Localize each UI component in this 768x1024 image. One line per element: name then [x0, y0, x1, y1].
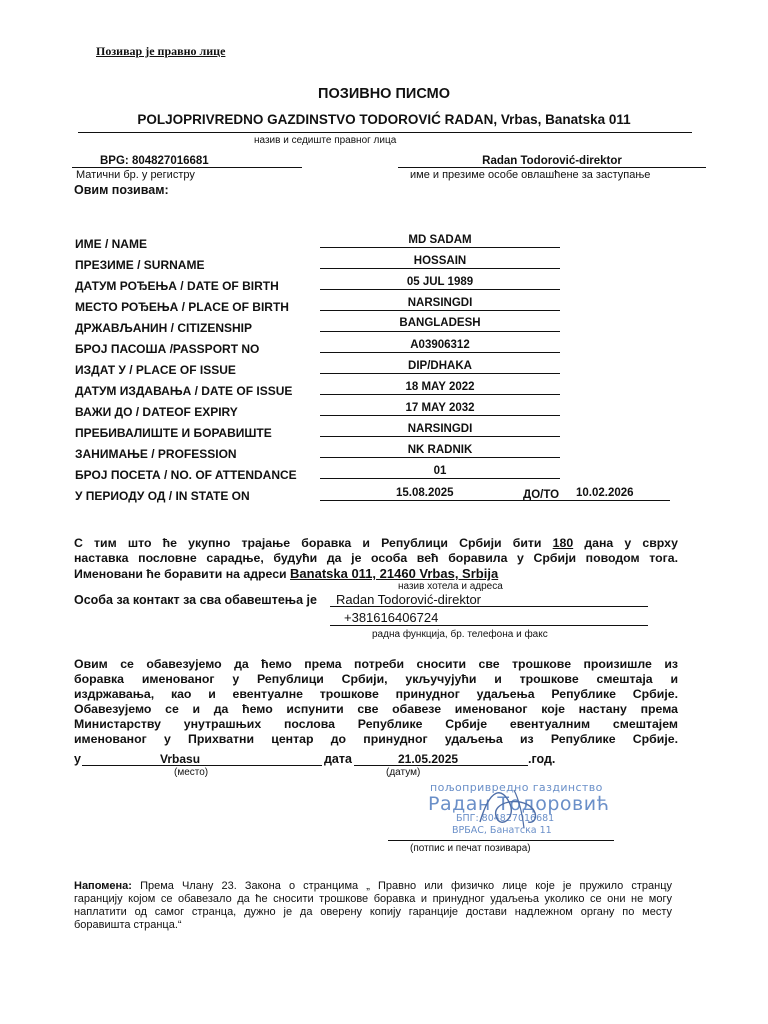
field-value: A03906312: [410, 339, 470, 351]
signing-date: 21.05.2025: [398, 752, 459, 766]
field-underline: [320, 352, 560, 353]
signature-scribble: [440, 778, 590, 836]
year-suffix: .год.: [528, 752, 556, 766]
period-underline: [320, 500, 670, 501]
field-underline: [320, 436, 560, 437]
field-value: 01: [433, 465, 447, 477]
signing-place: Vrbasu: [160, 752, 201, 766]
field-label: ПРЕБИВАЛИШТЕ И БОРАВИШТЕ: [75, 426, 272, 440]
period-label: У ПЕРИОДУ ОД / IN STATE ON: [75, 489, 250, 503]
field-value: NARSINGDI: [407, 423, 473, 435]
company-name: POLJOPRIVREDNO GAZDINSTVO TODOROVIĆ RADAN, Vrbas, Banatska 011: [137, 112, 631, 127]
contact-name-underline: [330, 606, 648, 607]
field-label: ВАЖИ ДО / DATEOF EXPIRY: [75, 405, 238, 419]
stamp-line-2: Радан Тодоровић: [428, 793, 610, 815]
field-underline: [320, 373, 560, 374]
date-prefix: дата: [324, 752, 352, 766]
obligation-line-2: боравка именованог у Републици Србији, укључујући и трошкове смештаја и: [74, 672, 678, 686]
field-underline: [320, 478, 560, 479]
contact-phone: +381616406724: [344, 610, 439, 625]
signature-underline: [388, 840, 614, 841]
place-prefix: у: [74, 752, 81, 766]
period-to-label: ДО/ТО: [523, 489, 560, 501]
stay-text-b: дана у сврху: [584, 536, 678, 550]
field-underline: [320, 394, 560, 395]
note-label: Напомена:: [74, 880, 132, 892]
field-underline: [320, 310, 560, 311]
obligation-line-1: Овим се обавезујемо да ћемо према потреби сносити све трошкове произишле из: [74, 657, 678, 671]
stay-line-1: [74, 536, 678, 550]
field-label: МЕСТО РОЂЕЊА / PLACE OF BIRTH: [75, 300, 289, 314]
representative-caption: име и презиме особе овлашћене за заступање: [410, 169, 651, 181]
field-label: ДРЖАВЉАНИН / CITIZENSHIP: [75, 321, 252, 335]
note-line-4: боравишта странца.“: [74, 919, 182, 931]
representative-value: Radan Todorović-direktor: [482, 155, 622, 167]
field-label: БРОЈ ПОСЕТА / NO. OF ATTENDANCE: [75, 468, 297, 482]
stay-days: 180: [552, 536, 574, 550]
place-caption: (место): [174, 767, 209, 778]
field-value: MD SADAM: [408, 234, 472, 246]
field-label: ДАТУМ ИЗДАВАЊА / DATE OF ISSUE: [75, 384, 293, 398]
obligation-line-5: Министарству унутрашњих послова Републике Србије евентуалним смештајем: [74, 717, 678, 731]
field-underline: [320, 268, 560, 269]
representative-underline: [398, 167, 706, 168]
address-caption: назив хотела и адреса: [398, 581, 503, 592]
document-title: ПОЗИВНО ПИСМО: [318, 86, 450, 102]
field-label: ИЗДАТ У / PLACE OF ISSUE: [75, 363, 236, 377]
field-value: HOSSAIN: [413, 255, 467, 267]
stay-address: Banatska 011, 21460 Vrbas, Srbija: [290, 566, 499, 581]
caller-type-heading: Позивар је правно лице: [96, 44, 226, 58]
note-line-1: [74, 880, 672, 893]
date-underline: [354, 765, 528, 766]
field-underline: [320, 247, 560, 248]
field-label: ДАТУМ РОЂЕЊА / DATE OF BIRTH: [75, 279, 279, 293]
field-underline: [320, 331, 560, 332]
stamp-line-4: ВРБАС, Банатска 11: [452, 825, 552, 836]
field-value: 05 JUL 1989: [406, 276, 474, 288]
period-from: 15.08.2025: [396, 487, 454, 499]
stay-text-a: С тим што ће укупно трајање боравка и Републици Србији бити: [74, 536, 542, 550]
company-underline: [78, 132, 692, 133]
field-underline: [320, 289, 560, 290]
field-label: ПРЕЗИМЕ / SURNAME: [75, 258, 205, 272]
stamp-line-1: пољопривредно газдинство: [430, 781, 603, 794]
field-value: DIP/DHAKA: [408, 360, 472, 372]
field-value: BANGLADESH: [399, 317, 481, 329]
contact-phone-underline: [330, 625, 648, 626]
registry-caption: Матични бр. у регистру: [76, 169, 195, 181]
field-underline: [320, 457, 560, 458]
note-line-2: гаранцију којом се обавезало да ће сносити трошкове боравка и принудног удаљења уколико се они не могу: [74, 893, 672, 905]
field-value: 18 MAY 2022: [405, 381, 475, 393]
obligation-line-3: издржавања, као и евентуалне трошкове принудног удаљења Републике Србије.: [74, 687, 678, 701]
field-label: ЗАНИМАЊЕ / PROFESSION: [75, 447, 237, 461]
signature-caption: (потпис и печат позивара): [410, 843, 531, 854]
company-caption: назив и седиште правног лица: [254, 135, 397, 146]
field-value: NK RADNIK: [407, 444, 473, 456]
field-value: 17 MAY 2032: [405, 402, 475, 414]
stamp-line-3: БПГ: 804827016681: [456, 813, 555, 824]
address-prefix: Именовани ће боравити на адреси: [74, 567, 287, 581]
stay-line-2: наставка пословне сарадње, будући да је особа већ боравила у Србији поводом тога.: [74, 551, 678, 565]
field-value: NARSINGDI: [407, 297, 473, 309]
field-underline: [320, 415, 560, 416]
note-text-1: Према Члану 23. Закона о странцима „ Правно или физичко лице које је пружило странцу: [140, 880, 673, 892]
contact-name: Radan Todorović-direktor: [336, 592, 481, 607]
field-label: БРОЈ ПАСОША /PASSPORT NO: [75, 342, 260, 356]
note-line-3: наплатити од самог странца, дужно је да оверену копију гаранције достави надлежном органу по месту: [74, 906, 672, 918]
period-to: 10.02.2026: [576, 487, 634, 499]
obligation-line-4: Обавезујемо се и да ћемо испунити све обавезе именованог које настану према: [74, 702, 678, 716]
obligation-line-6: именованог у Прихватни центар до принудног удаљења из Републике Србије.: [74, 732, 678, 746]
invite-label: Овим позивам:: [74, 183, 169, 197]
stay-line-3: [74, 566, 498, 581]
registry-underline: [72, 167, 302, 168]
date-caption: (датум): [386, 767, 421, 778]
field-label: ИМЕ / NAME: [75, 237, 147, 251]
contact-caption: радна функција, бр. телефона и факс: [372, 629, 548, 640]
place-underline: [82, 765, 322, 766]
registry-value: BPG: 804827016681: [100, 155, 209, 167]
contact-label: Особа за контакт за сва обавештења је: [74, 593, 317, 607]
